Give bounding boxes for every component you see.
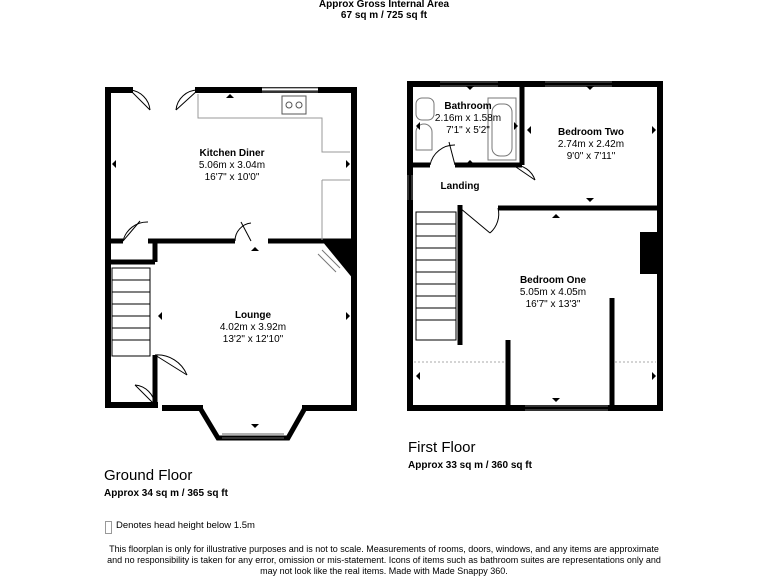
room-landing	[441, 181, 480, 193]
first-floor-area: Approx 33 sq m / 360 sq ft	[408, 460, 532, 471]
first-floor-label: First Floor	[408, 439, 476, 456]
room-imperial: 16'7" x 10'0"	[204, 172, 260, 183]
disclaimer-line-1: This floorplan is only for illustrative purposes and is not to scale. Measurements of rooms, doors, windows, and any items are approximate	[109, 544, 659, 554]
room-metric: 5.06m x 3.04m	[198, 160, 266, 171]
room-name: Bathroom	[444, 101, 492, 112]
room-metric: 2.74m x 2.42m	[557, 139, 625, 150]
gross-area-value: 67 sq m / 725 sq ft	[340, 10, 428, 21]
room-name: Landing	[440, 181, 480, 192]
head-height-legend: Denotes head height below 1.5m	[116, 520, 255, 531]
room-kitchen-diner	[199, 148, 265, 184]
room-bathroom	[435, 101, 501, 137]
room-bedroom-one	[520, 275, 586, 311]
room-metric: 2.16m x 1.58m	[434, 113, 502, 124]
room-imperial: 16'7" x 13'3"	[525, 299, 581, 310]
gross-area-title: Approx Gross Internal Area	[318, 0, 450, 10]
room-name: Kitchen Diner	[199, 148, 265, 159]
room-bedroom-two	[558, 127, 624, 163]
ground-floor-area: Approx 34 sq m / 365 sq ft	[104, 488, 228, 499]
room-imperial: 13'2" x 12'10"	[222, 334, 284, 345]
room-name: Lounge	[234, 310, 272, 321]
room-name: Bedroom One	[519, 275, 587, 286]
disclaimer-line-3: may not look like the real items. Made with Made Snappy 360.	[260, 566, 508, 576]
room-imperial: 9'0" x 7'11"	[566, 151, 616, 162]
ground-floor-label: Ground Floor	[104, 467, 193, 484]
room-metric: 4.02m x 3.92m	[219, 322, 287, 333]
disclaimer-line-2: and no responsibility is taken for any error, omission or mis-statement. Icons of items such as bathroom suites are representations only and	[107, 555, 661, 565]
room-metric: 5.05m x 4.05m	[519, 287, 587, 298]
head-height-swatch	[105, 521, 112, 534]
room-lounge	[220, 310, 286, 346]
ground-floor-plan	[108, 88, 354, 438]
room-name: Bedroom Two	[558, 127, 624, 138]
room-imperial: 7'1" x 5'2"	[446, 125, 490, 136]
